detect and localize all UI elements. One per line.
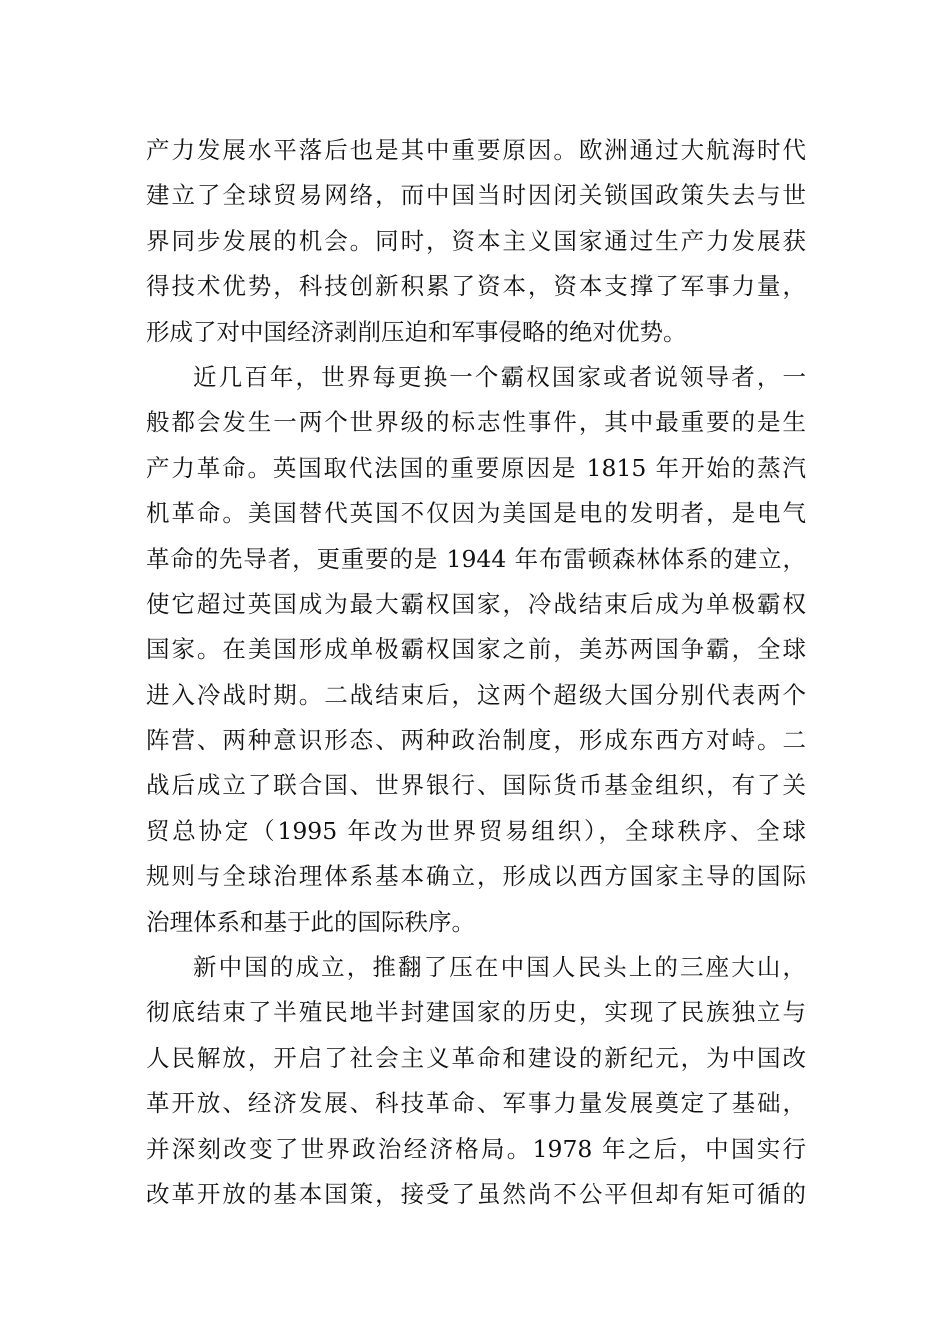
text-line: 阵营、两种意识形态、两种政治制度，形成东西方对峙。二 xyxy=(146,726,806,755)
text-line: 贸总协定（1995 年改为世界贸易组织），全球秩序、全球 xyxy=(146,816,806,845)
paragraph-1 xyxy=(146,128,806,355)
text-line: 产力发展水平落后也是其中重要原因。欧洲通过大航海时代 xyxy=(146,136,806,164)
text-line: 界同步发展的机会。同时，资本主义国家通过生产力发展获 xyxy=(146,226,806,255)
text-line: 机革命。美国替代英国不仅因为美国是电的发明者，是电气 xyxy=(146,499,806,528)
text-line: 治理体系和基于此的国际秩序。 xyxy=(146,907,475,936)
text-line: 战后成立了联合国、世界银行、国际货币基金组织，有了关 xyxy=(146,771,806,800)
paragraph-3 xyxy=(146,945,806,1217)
text-line: 般都会发生一两个世界级的标志性事件，其中最重要的是生 xyxy=(146,408,806,437)
text-line: 产力革命。英国取代法国的重要原因是 1815 年开始的蒸汽 xyxy=(146,453,806,482)
text-line: 使它超过英国成为最大霸权国家，冷战结束后成为单极霸权 xyxy=(146,589,806,618)
text-line: 彻底结束了半殖民地半封建国家的历史，实现了民族独立与 xyxy=(146,998,806,1027)
text-line: 得技术优势，科技创新积累了资本，资本支撑了军事力量， xyxy=(146,272,806,301)
text-line: 形成了对中国经济剥削压迫和军事侵略的绝对优势。 xyxy=(146,317,687,346)
text-line: 人民解放，开启了社会主义革命和建设的新纪元，为中国改 xyxy=(146,1043,806,1072)
document-page xyxy=(146,128,806,1217)
text-line: 建立了全球贸易网络，而中国当时因闭关锁国政策失去与世 xyxy=(146,181,806,210)
text-line: 进入冷战时期。二战结束后，这两个超级大国分别代表两个 xyxy=(146,680,806,709)
text-line: 革开放、经济发展、科技革命、军事力量发展奠定了基础， xyxy=(146,1089,806,1118)
text-line: 并深刻改变了世界政治经济格局。1978 年之后，中国实行 xyxy=(146,1134,806,1163)
text-line: 改革开放的基本国策，接受了虽然尚不公平但却有矩可循的 xyxy=(146,1179,806,1208)
text-line: 新中国的成立，推翻了压在中国人民头上的三座大山， xyxy=(193,953,806,982)
paragraph-2 xyxy=(146,355,806,945)
text-line: 近几百年，世界每更换一个霸权国家或者说领导者，一 xyxy=(193,362,806,391)
text-line: 规则与全球治理体系基本确立，形成以西方国家主导的国际 xyxy=(146,862,806,891)
text-line: 国家。在美国形成单极霸权国家之前，美苏两国争霸，全球 xyxy=(146,635,806,664)
text-line: 革命的先导者，更重要的是 1944 年布雷顿森林体系的建立， xyxy=(146,544,806,573)
